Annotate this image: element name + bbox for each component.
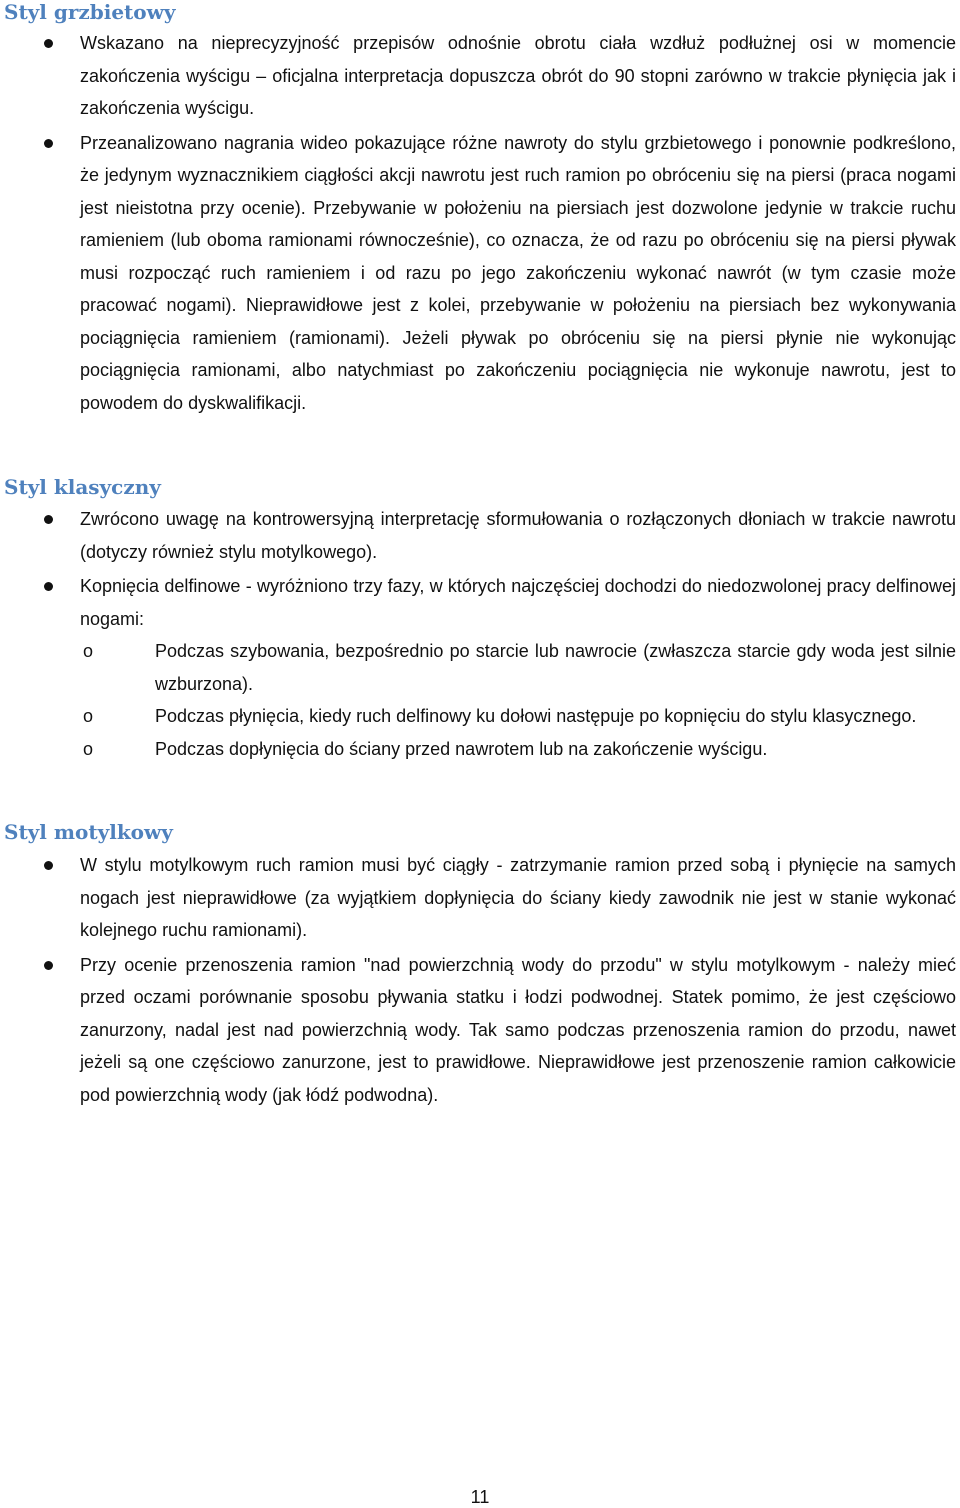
list-item-text: Wskazano na nieprecyzyjność przepisów odnośnie obrotu ciała wzdłuż podłużnej osi w momencie zakończenia wyścigu – oficjalna interpretacja dopuszcza obrót do 90 stopni zarówno w trakcie płynięcia jak i zakończenia wyścigu. — [80, 33, 956, 118]
kick-phases-sublist — [80, 635, 956, 765]
bullet-icon — [44, 139, 53, 148]
list-item-text: Zwrócono uwagę na kontrowersyjną interpretację sformułowania o rozłączonych dłoniach w trakcie nawrotu (dotyczy również stylu motylkowego). — [80, 509, 956, 562]
butterfly-list — [0, 849, 960, 1111]
bullet-icon — [44, 582, 53, 591]
list-item-text: Kopnięcia delfinowe - wyróżniono trzy fazy, w których najczęściej dochodzi do niedozwolonej pracy delfinowej nogami: — [80, 576, 956, 629]
list-item-text: Przy ocenie przenoszenia ramion "nad powierzchnią wody do przodu" w stylu motylkowym - należy mieć przed oczami porównanie sposobu pływania statku i łodzi podwodnej. Statek pomimo, że jest częściowo zanurzony, nadal jest nad powierzchnią wody. Tak samo podczas przenoszenia ramion do przodu, nawet jeżeli są one częściowo zanurzone, jest to prawidłowe. Nieprawidłowe jest przenoszenie ramion całkowicie pod powierzchnią wody (jak łódź podwodna). — [80, 954, 956, 1105]
section-heading-backstroke: Styl grzbietowy — [4, 0, 176, 24]
sublist-item-text: Podczas dopłynięcia do ściany przed nawrotem lub na zakończenie wyścigu. — [155, 738, 768, 759]
breaststroke-list — [0, 503, 960, 765]
list-item — [0, 27, 960, 125]
sublist-item — [80, 733, 956, 766]
backstroke-list — [0, 27, 960, 419]
circle-bullet-icon: o — [83, 706, 94, 726]
circle-bullet-icon: o — [83, 641, 94, 661]
circle-bullet-icon: o — [83, 738, 94, 759]
list-item-text: Przeanalizowano nagrania wideo pokazujące różne nawroty do stylu grzbietowego i ponownie podkreślono, że jedynym wyznacznikiem ciągłości akcji nawrotu jest ruch ramion po obróceniu się na piersi (praca nogami jest nieistotna przy ocenie). Przebywanie w położeniu na piersiach jest dozwolone jedynie w trakcie ruchu ramieniem (lub oboma ramionami równocześnie), co oznacza, że od razu po obróceniu się na piersi pływak musi rozpocząć ruch ramieniem i od razu po jego zakończeniu wykonać nawrót (w tym czasie może pracować nogami). Nieprawidłowe jest z kolei, przebywanie w położeniu na piersiach bez wykonywania pociągnięcia ramieniem (ramionami). Jeżeli pływak po obróceniu się na piersi płynie nie wykonując pociągnięcia ramionami, albo natychmiast po zakończeniu pociągnięcia nie wykonuje nawrotu, jest to powodem do dyskwalifikacji. — [80, 132, 956, 413]
sublist-item-text: Podczas szybowania, bezpośrednio po starcie lub nawrocie (zwłaszcza starcie gdy woda jest silnie wzburzona). — [155, 641, 956, 694]
list-item — [0, 949, 960, 1112]
sublist-item — [80, 700, 956, 733]
sublist-item — [80, 635, 956, 700]
bullet-icon — [44, 39, 53, 48]
list-item — [0, 849, 960, 947]
page-number: 11 — [470, 1487, 490, 1507]
bullet-icon — [44, 961, 53, 970]
sublist-item-text: Podczas płynięcia, kiedy ruch delfinowy ku dołowi następuje po kopnięciu do stylu klasycznego. — [155, 706, 917, 726]
section-heading-butterfly: Styl motylkowy — [4, 820, 173, 844]
list-item — [0, 570, 960, 765]
list-item — [0, 503, 960, 568]
bullet-icon — [44, 861, 53, 870]
section-heading-breaststroke: Styl klasyczny — [4, 475, 161, 499]
bullet-icon — [44, 515, 53, 524]
list-item — [0, 127, 960, 420]
list-item-text: W stylu motylkowym ruch ramion musi być ciągły - zatrzymanie ramion przed sobą i płynięcie na samych nogach jest nieprawidłowe (za wyjątkiem dopłynięcia do ściany kiedy zawodnik nie jest w stanie wykonać kolejnego ruchu ramionami). — [80, 855, 956, 940]
